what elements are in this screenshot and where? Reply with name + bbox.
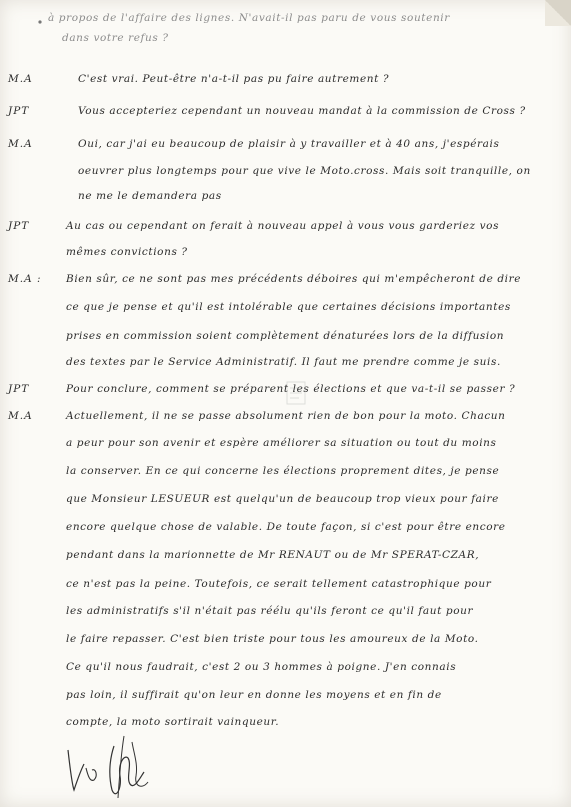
text-line: pas loin, il suffirait qu'on leur en donne les moyens et en fin de: [66, 689, 442, 701]
text-line: la conserver. En ce qui concerne les élections proprement dites, je pense: [66, 465, 500, 477]
text-line: des textes par le Service Administratif. Il faut me prendre comme je suis.: [66, 356, 501, 368]
faint-stamp-mark: [285, 380, 307, 406]
text-line: dans votre refus ?: [62, 32, 169, 44]
speaker-label: JPT: [8, 220, 30, 232]
bullet-mark-icon: [36, 18, 44, 26]
speaker-label: JPT: [8, 383, 30, 395]
text-line: C'est vrai. Peut-être n'a-t-il pas pu faire autrement ?: [78, 73, 390, 85]
speaker-label: JPT: [8, 105, 30, 117]
text-line: le faire repasser. C'est bien triste pour tous les amoureux de la Moto.: [66, 633, 479, 645]
text-line: Actuellement, il ne se passe absolument rien de bon pour la moto. Chacun: [66, 410, 506, 422]
folded-corner: [545, 0, 571, 26]
text-line: a peur pour son avenir et espère améliorer sa situation ou tout du moins: [66, 437, 497, 449]
text-line: mêmes convictions ?: [66, 246, 188, 258]
text-line: compte, la moto sortirait vainqueur.: [66, 716, 280, 728]
speaker-label: M.A: [8, 138, 33, 150]
text-line: ce que je pense et qu'il est intolérable que certaines décisions importantes: [66, 301, 511, 313]
text-line: que Monsieur LESUEUR est quelqu'un de beaucoup trop vieux pour faire: [66, 493, 499, 505]
text-line: encore quelque chose de valable. De toute façon, si c'est pour être encore: [66, 521, 506, 533]
text-line: à propos de l'affaire des lignes. N'avait-il pas paru de vous soutenir: [48, 12, 450, 24]
text-line: Ce qu'il nous faudrait, c'est 2 ou 3 hommes à poigne. J'en connais: [66, 661, 457, 673]
speaker-label: M.A: [8, 73, 33, 85]
text-line: Pour conclure, comment se préparent les élections et que va-t-il se passer ?: [66, 383, 516, 395]
text-line: Oui, car j'ai eu beaucoup de plaisir à y travailler et à 40 ans, j'espérais: [78, 138, 500, 150]
text-line: oeuvrer plus longtemps pour que vive le Moto.cross. Mais soit tranquille, on: [78, 165, 531, 177]
text-line: Bien sûr, ce ne sont pas mes précédents déboires qui m'empêcheront de dire: [66, 273, 522, 285]
speaker-label: M.A :: [8, 273, 42, 285]
speaker-label: M.A: [8, 410, 33, 422]
text-line: prises en commission soient complètement dénaturées lors de la diffusion: [66, 330, 505, 342]
handwritten-signature: [58, 728, 168, 802]
text-line: Au cas ou cependant on ferait à nouveau appel à vous vous garderiez vos: [66, 220, 500, 232]
text-line: pendant dans la marionnette de Mr RENAUT ou de Mr SPERAT-CZAR,: [66, 549, 480, 561]
text-line: Vous accepteriez cependant un nouveau mandat à la commission de Cross ?: [78, 105, 526, 117]
text-line: ne me le demandera pas: [78, 190, 222, 202]
text-line: ce n'est pas la peine. Toutefois, ce serait tellement catastrophique pour: [66, 578, 492, 590]
text-line: les administratifs s'il n'était pas réélu qu'ils feront ce qu'il faut pour: [66, 605, 474, 617]
